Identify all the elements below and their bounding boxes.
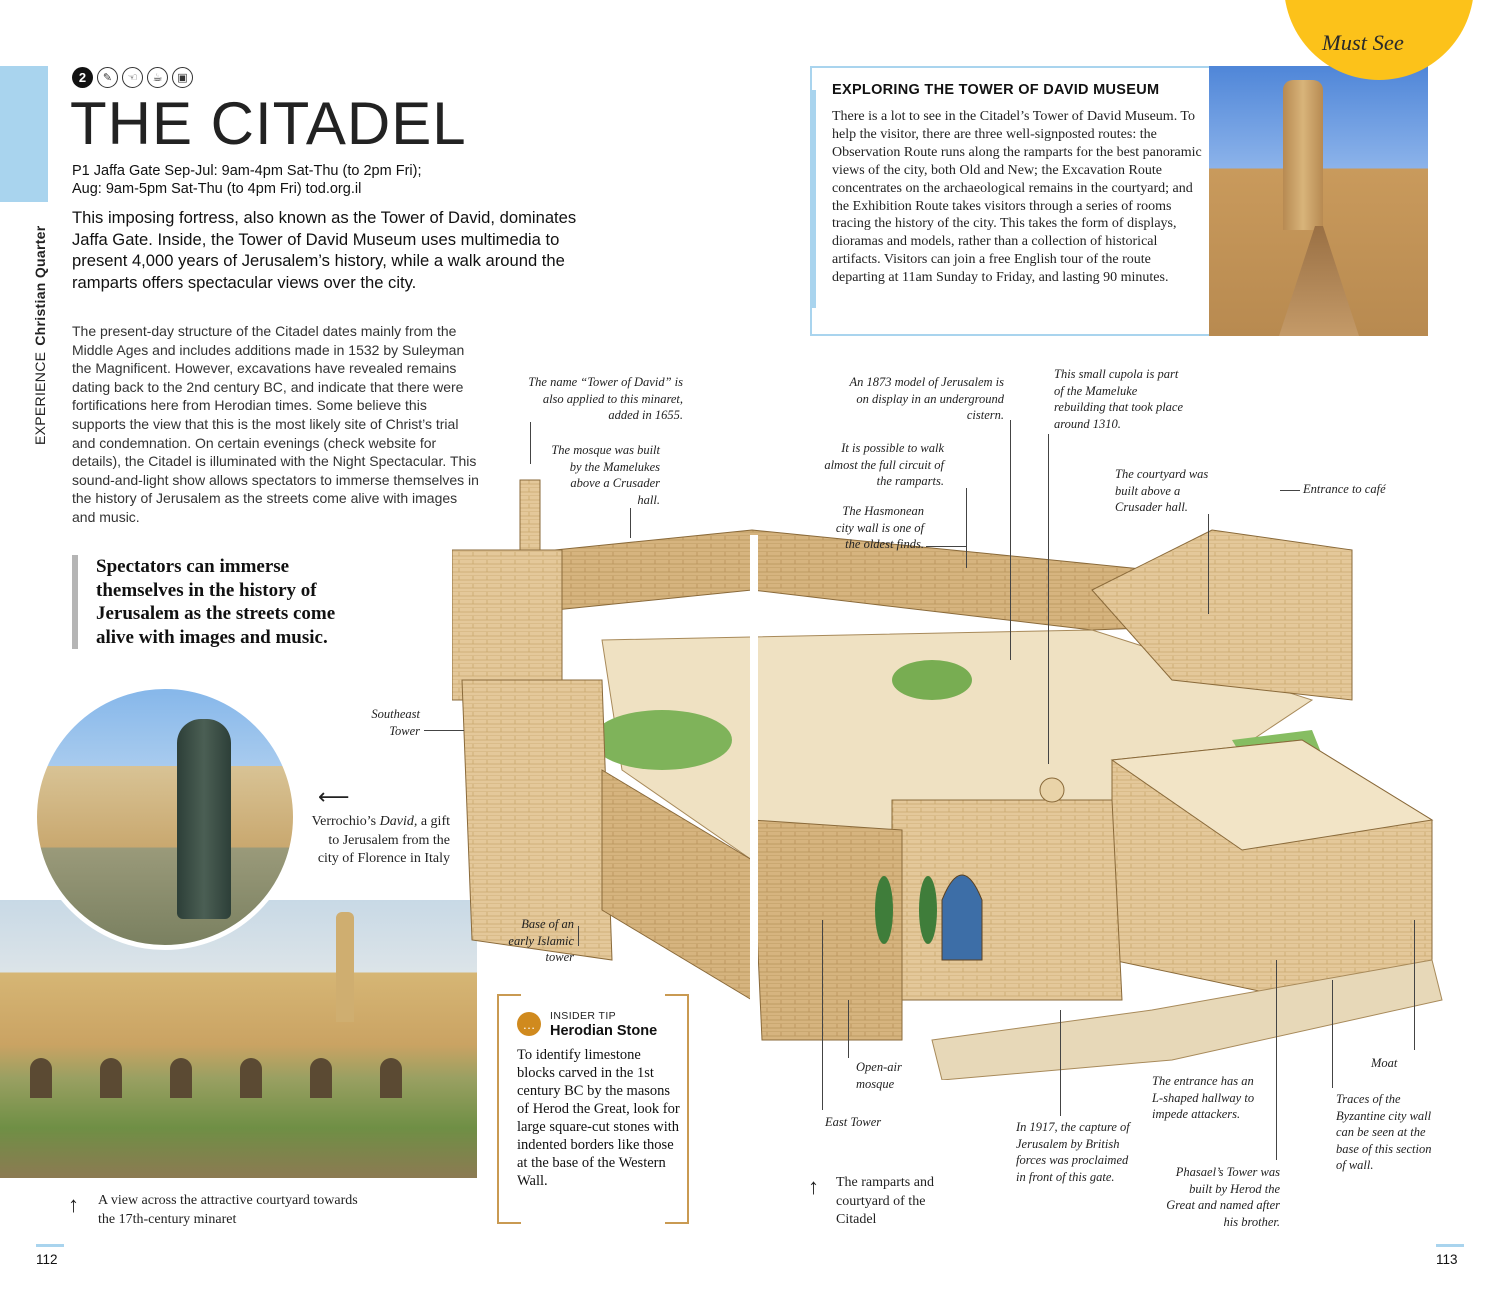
statue-figure	[177, 719, 231, 919]
leader-line	[966, 488, 967, 568]
body-paragraph: The present-day structure of the Citadel dates mainly from the Middle Ages and includes additions made in 1532 by Suleyman the Magnificent. However, excavations have revealed remains dating back to the 2nd century BC, and indicate that there were fortifications here from Herodian times. Some believe this supports the view that this is the most likely site of Christ’s trial and condemnation. On certain evenings (check website for details), the Citadel is illuminated with the Night Spectacular. This sound-and-light show allows spectators to immerse themselves in the history of Jerusalem as the streets come alive with images and music.	[72, 323, 479, 525]
spread-gutter	[750, 535, 758, 1005]
leader-line	[1414, 920, 1415, 1050]
label-mosque: The mosque was built by the Mamelukes above a Crusader hall.	[551, 443, 660, 507]
explore-box	[810, 66, 1210, 336]
page-title: THE CITADEL	[70, 90, 467, 157]
tip-corner	[665, 1222, 689, 1224]
label-islamic: Base of an early Islamic tower	[508, 917, 574, 964]
speech-bubble-icon: …	[517, 1012, 541, 1036]
label-cupola: This small cupola is part of the Mameluke rebuilding that took place around 1310.	[1054, 367, 1184, 431]
label-phasael: Phasael’s Tower was built by Herod the Great and named after his brother.	[1166, 1165, 1280, 1229]
label-southeast: Southeast Tower	[371, 707, 420, 738]
cypress	[919, 876, 937, 944]
leader-line	[822, 920, 823, 1110]
leader-line	[1048, 434, 1049, 764]
label-walk: It is possible to walk almost the full circuit of the ramparts.	[824, 441, 944, 488]
label-moat: Moat	[1371, 1056, 1398, 1070]
practical-info	[72, 162, 512, 198]
label-cafe: Entrance to café	[1303, 482, 1386, 496]
label-east: East Tower	[825, 1115, 882, 1129]
page-bar	[1436, 1244, 1464, 1247]
arch-shape	[30, 1058, 52, 1098]
leader-line	[1208, 514, 1209, 614]
cupola	[1040, 778, 1064, 802]
tip-title: Herodian Stone	[550, 1023, 658, 1039]
leader-line	[424, 730, 464, 731]
chapter-tab	[0, 66, 48, 202]
walkway-shape	[1279, 226, 1359, 336]
page-number-left: 112	[36, 1252, 58, 1267]
garden	[892, 660, 972, 700]
leader-line	[1280, 490, 1300, 491]
info-line-2: Aug: 9am-5pm Sat-Thu (to 4pm Fri) tod.org.il	[72, 181, 362, 197]
shopping-bag-icon: ▣	[172, 67, 193, 88]
label-byzantine: Traces of the Byzantine city wall can be seen at the base of this section of wall.	[1336, 1092, 1432, 1172]
entry-number-badge: 2	[72, 67, 93, 88]
statue-photo	[32, 684, 298, 950]
tower-shape	[1283, 80, 1323, 230]
statue-caption: Verrochio’s David, a gift to Jerusalem from the city of Florence in Italy	[311, 814, 450, 866]
label-minaret: The name “Tower of David” is also applied to this minaret, added in 1655.	[528, 375, 683, 422]
hand-icon: ☜	[122, 67, 143, 88]
left-arrow-icon: ⟵	[318, 784, 350, 809]
tip-body: To identify limestone blocks carved in the 1st century BC by the masons of Herod the Great, look for large square-cut stones with indented borders like those at the base of the Western Wall.	[517, 1047, 680, 1189]
explore-body: There is a lot to see in the Citadel’s Tower of David Museum. To help the visitor, there are three well-signposted routes: the Observation Route runs along the ramparts for the best panoramic views of the city, both Old and New; the Excavation Route concentrates on the archaeological remains in the courtyard; and the Exhibition Route takes visitors through a series of rooms tracing the history of the city. This takes the form of displays, dioramas and models, rather than a collection of historical artifacts. Visitors can join a free English tour of the route departing at 11am Sunday to Friday, and lasting 90 minutes.	[832, 109, 1202, 286]
label-courtyard: The courtyard was built above a Crusader hall.	[1115, 467, 1209, 514]
must-see-label: Must See	[1322, 30, 1404, 55]
explore-title: EXPLORING THE TOWER OF DAVID MUSEUM	[832, 82, 1160, 98]
arch-shape	[310, 1058, 332, 1098]
arch-shape	[100, 1058, 122, 1098]
garden	[592, 710, 732, 770]
pull-quote: Spectators can immerse themselves in the history of Jerusalem as the streets come alive with images and music.	[72, 555, 372, 649]
label-openair: Open-air mosque	[856, 1060, 902, 1091]
label-capture: In 1917, the capture of Jerusalem by British forces was proclaimed in front of this gate.	[1016, 1120, 1130, 1184]
leader-line	[926, 546, 966, 547]
lead-paragraph: This imposing fortress, also known as the Tower of David, dominates Jaffa Gate. Inside, the Tower of David Museum uses multimedia to present 4,000 years of Jerusalem’s history, while a walk around the ramparts offers spectacular views over the city.	[72, 208, 577, 292]
leader-line	[578, 926, 579, 946]
citadel-illustration	[452, 440, 1452, 1080]
badge-row	[72, 66, 193, 88]
minaret-shape	[336, 912, 354, 1022]
leader-line	[1010, 420, 1011, 660]
courtyard-photo	[0, 900, 477, 1178]
up-arrow-icon: ↑	[68, 1192, 79, 1217]
arch-shape	[170, 1058, 192, 1098]
tip-kicker: INSIDER TIP	[550, 1010, 617, 1022]
label-model: An 1873 model of Jerusalem is on display in an underground cistern.	[849, 375, 1004, 422]
leader-line	[848, 1000, 849, 1058]
gate-arch	[942, 875, 982, 960]
ticket-icon: ✎	[97, 67, 118, 88]
ramparts-caption: The ramparts and courtyard of the Citadel	[836, 1175, 934, 1227]
courtyard-caption: A view across the attractive courtyard towards the 17th-century minaret	[98, 1193, 358, 1227]
leader-line	[1332, 980, 1333, 1088]
explore-accent-bar	[810, 90, 816, 308]
leader-line	[530, 422, 531, 464]
label-entrance: The entrance has an L-shaped hallway to impede attackers.	[1152, 1074, 1255, 1121]
page-bar	[36, 1244, 64, 1247]
info-line-1: P1 Jaffa Gate Sep-Jul: 9am-4pm Sat-Thu (to 2pm Fri);	[72, 163, 422, 179]
page-number-right: 113	[1436, 1252, 1458, 1267]
rampart-walk-photo	[1209, 66, 1428, 336]
cypress	[875, 876, 893, 944]
leader-line	[1060, 1010, 1061, 1116]
arch-shape	[380, 1058, 402, 1098]
cup-icon: ☕	[147, 67, 168, 88]
arch-shape	[240, 1058, 262, 1098]
section-label: EXPERIENCEChristian Quarter	[32, 225, 48, 445]
minaret-base	[452, 550, 562, 700]
label-hasmonean: The Hasmonean city wall is one of the oldest finds.	[835, 504, 924, 551]
leader-line	[1276, 960, 1277, 1160]
up-arrow-icon: ↑	[808, 1174, 819, 1199]
leader-line	[630, 508, 631, 538]
